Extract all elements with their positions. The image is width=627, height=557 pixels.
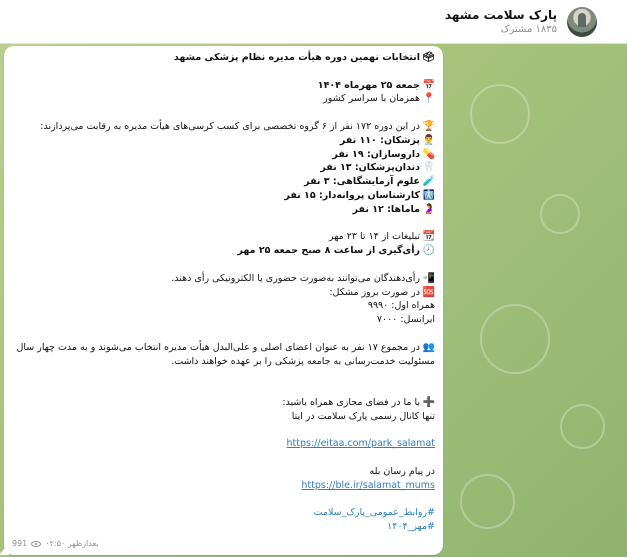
calendar-tear-icon: 📆 [422,231,435,243]
problem-text: در صورت بروز مشکل: [329,286,420,298]
wallpaper-doodle [460,474,515,529]
group-dentists: دندان‌پزشکان: ۱۳ نفر [320,162,420,174]
message-line [12,134,435,148]
xray-icon: 🩻 [422,189,435,201]
pregnant-woman-icon: 🤰 [422,203,435,215]
test-tube-icon: 🧪 [422,176,435,188]
summary-text: در مجموع ۱۷ نفر به عنوان اعضای اصلی و علی‌البدل هیأت مدیره انتخاب می‌شوند و به مدت چهار سال مسئولیت خدمت‌رسانی به جامعه پزشکی را بر عهده خواهند داشت. [16,341,435,367]
message-line [12,341,435,369]
irancell-number: ایرانسل: ۷۰۰۰ [376,314,435,326]
plus-icon: ➕ [422,396,435,408]
message-line [12,465,435,479]
eye-icon [31,541,41,547]
wallpaper-doodle [470,84,530,144]
wallpaper-doodle [560,404,605,449]
message-line [12,286,435,300]
trophy-icon: 🏆 [422,120,435,132]
group-pharmacists: داروسازان: ۱۹ نفر [332,148,420,160]
wallpaper-doodle [480,304,550,374]
message-line [12,244,435,258]
message-bubble[interactable] [4,46,443,555]
election-date: جمعه ۲۵ مهرماه ۱۴۰۴ [317,79,420,91]
bale-label: در پیام رسان بله [369,465,435,477]
calendar-icon: 📅 [422,79,435,91]
group-midwives: ماماها: ۱۲ نفر [352,203,420,215]
message-line [12,120,435,134]
message-line [12,410,435,424]
mobile-phone-icon: 📲 [422,272,435,284]
hamrah-aval-number: همراه اول: ۹۹۹۰ [367,300,435,312]
view-count: 991 [12,539,28,549]
subscriber-count: ۱۸۳۵ مشترک [500,23,557,35]
clock-icon: 🕗 [422,245,435,257]
group-doctors: پزشکان: ۱۱۰ نفر [339,134,420,146]
group-lab-sciences: علوم آزمایشگاهی: ۳ نفر [304,176,420,188]
join-text: با ما در فضای مجازی همراه باشید: [282,396,420,408]
chat-header[interactable] [0,0,627,44]
message-line [12,51,435,65]
message-line [12,92,435,106]
sos-icon: 🆘 [422,286,435,298]
hashtag-public-relations[interactable]: #روابط_عمومی_پارک_سلامت [313,507,435,519]
message-line [12,437,435,451]
bale-link[interactable]: https://ble.ir/salamat_mums [301,479,435,491]
eitaa-link[interactable]: https://eitaa.com/park_salamat [286,438,435,450]
channel-title-block [445,7,557,37]
message-headline: انتخابات نهمین دوره هیأت مدیره نظام پزشکی مشهد [173,52,420,63]
message-line [12,203,435,217]
hashtag-mehr-1404[interactable]: #مهر_۱۴۰۴ [387,521,435,533]
people-icon: 👥 [422,341,435,353]
channel-avatar[interactable] [567,7,597,37]
nationwide-text: همزمان با سراسر کشور [323,93,420,105]
message-meta [12,537,99,551]
doctor-icon: 👨‍⚕️ [422,134,435,146]
tooth-icon: 🦷 [422,162,435,174]
message-line [12,79,435,93]
voting-time: رأی‌گیری از ساعت ۸ صبح جمعه ۲۵ مهر [237,245,420,257]
campaign-period: تبلیغات از ۱۴ تا ۲۳ مهر [329,231,420,243]
message-line [12,175,435,189]
message-line [12,148,435,162]
chat-background [0,44,627,557]
message-line [12,299,435,313]
message-time: ۰۲:۵۰ بعدازظهر [45,539,99,549]
group-licensed-experts: کارشناسان پروانه‌دار: ۱۵ نفر [284,189,420,201]
message-line [12,506,435,520]
message-line [12,272,435,286]
wallpaper-doodle [540,194,580,234]
official-channel-text: تنها کانال رسمی پارک سلامت در ایتا [291,410,435,422]
pill-icon: 💊 [422,148,435,160]
message-line [12,161,435,175]
message-line [12,396,435,410]
ballot-box-icon: 🗳 [422,52,435,63]
vote-method: رأی‌دهندگان می‌توانند به‌صورت حضوری یا الکترونیکی رأی دهند. [171,272,420,284]
message-line [12,313,435,327]
message-line [12,189,435,203]
message-line [12,230,435,244]
message-line [12,479,435,493]
message-line [12,520,435,534]
channel-title: پارک سلامت مشهد [444,7,557,22]
intro-text: در این دوره ۱۷۲ نفر از ۶ گروه تخصصی برای کسب کرسی‌های هیأت مدیره به رقابت می‌پردازند: [40,120,420,132]
pin-icon: 📍 [422,93,435,105]
